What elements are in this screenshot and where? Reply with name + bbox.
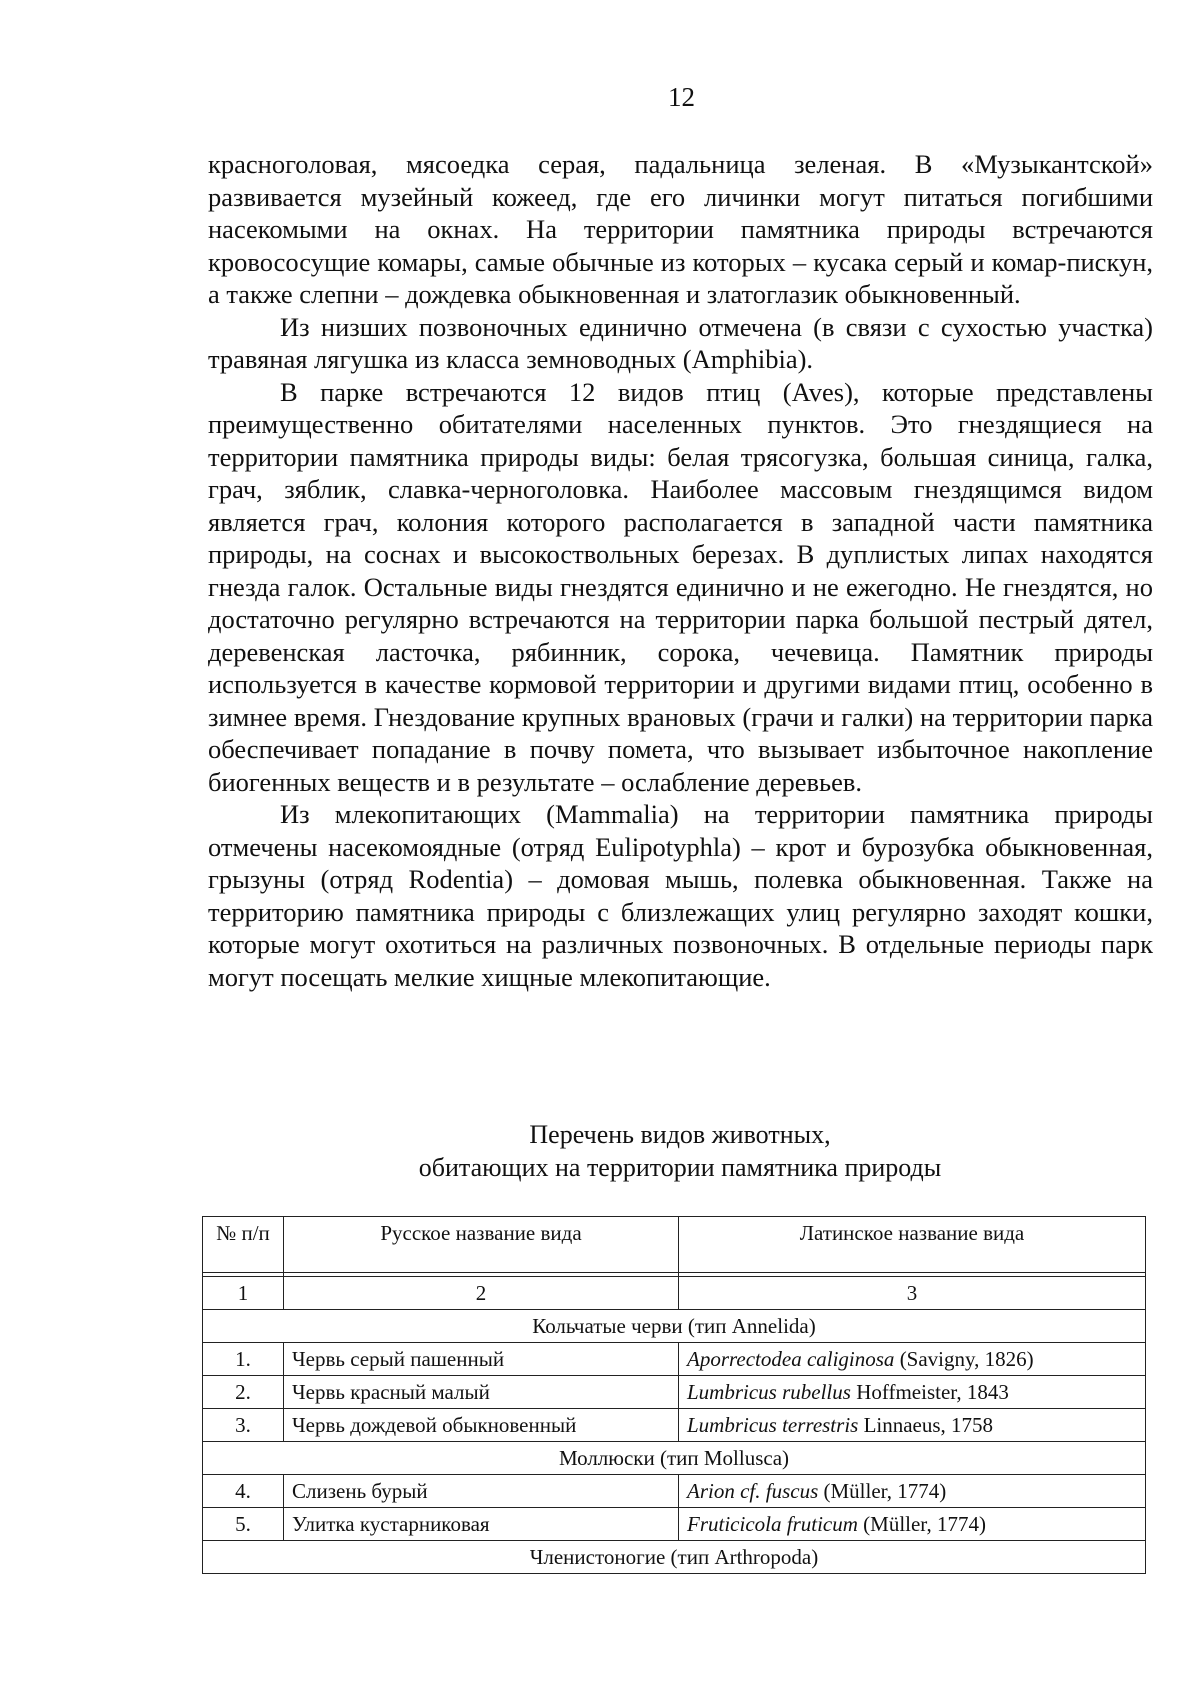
- row-number: 5.: [203, 1508, 284, 1541]
- column-number-row: [203, 1277, 1146, 1310]
- latin-name-cell: [679, 1343, 1146, 1376]
- russian-name: Червь красный малый: [284, 1376, 679, 1409]
- paragraph: Из низших позвоночных единично отмечена (в связи с сухостью участка) травяная лягушка из класса земноводных (Amphibia).: [208, 311, 1153, 374]
- table-title-line: обитающих на территории памятника природы: [418, 1153, 942, 1182]
- latin-name-cell: [679, 1376, 1146, 1409]
- latin-name: Fruticicola fruticum: [687, 1512, 858, 1536]
- table-row: [203, 1475, 1146, 1508]
- column-number: 2: [284, 1277, 679, 1310]
- row-number: 3.: [203, 1409, 284, 1442]
- table-row: [203, 1508, 1146, 1541]
- table-row: [203, 1376, 1146, 1409]
- paragraph: красноголовая, мясоедка серая, падальница зеленая. В «Музыкантской» развивается музейный кожеед, где его личинки могут питаться погибшими насекомыми на окнах. На территории памятника природы встречаются кровососущие комары, самые обычные из которых – кусака серый и комар-пискун, а также слепни – дождевка обыкновенная и златоглазик обыкновенный.: [208, 149, 1153, 309]
- header-number: № п/п: [203, 1217, 284, 1273]
- page-number: 12: [668, 82, 695, 112]
- russian-name: Улитка кустарниковая: [284, 1508, 679, 1541]
- latin-name-cell: [679, 1475, 1146, 1508]
- taxon-author: Hoffmeister, 1843: [850, 1380, 1009, 1404]
- row-number: 2.: [203, 1376, 284, 1409]
- russian-name: Слизень бурый: [284, 1475, 679, 1508]
- taxon-author: (Müller, 1774): [818, 1479, 947, 1503]
- taxon-author: (Müller, 1774): [857, 1512, 986, 1536]
- body-text: [208, 148, 1153, 993]
- header-latin-name: Латинское название вида: [679, 1217, 1146, 1273]
- latin-name-cell: [679, 1409, 1146, 1442]
- taxon-author: (Savigny, 1826): [894, 1347, 1034, 1371]
- latin-name: Lumbricus terrestris: [687, 1413, 859, 1437]
- group-row-arthropoda: [203, 1541, 1146, 1574]
- latin-name: Arion cf. fuscus: [687, 1479, 819, 1503]
- latin-name: Lumbricus rubellus: [687, 1380, 851, 1404]
- group-title: Моллюски (тип Mollusca): [203, 1442, 1146, 1475]
- latin-name-cell: [679, 1508, 1146, 1541]
- row-number: 4.: [203, 1475, 284, 1508]
- group-row-mollusca: [203, 1442, 1146, 1475]
- table-row: [203, 1409, 1146, 1442]
- paragraph: В парке встречаются 12 видов птиц (Aves), которые представлены преимущественно обитателями населенных пунктов. Это гнездящиеся на территории памятника природы виды: белая трясогузка, большая синица, галка, грач, зяблик, славка-черноголовка. Наиболее массовым гнездящимся видом является грач, колония которого располагается в западной части памятника природы, на соснах и высокоствольных березах. В дуплистых липах находятся гнезда галок. Остальные виды гнездятся единично и не ежегодно. Не гнездятся, но достаточно регулярно встречаются на территории парка большой пестрый дятел, деревенская ласточка, рябинник, сорока, чечевица. Памятник природы используется в качестве кормовой территории и другими видами птиц, особенно в зимнее время. Гнездование крупных врановых (грачи и галки) на территории парка обеспечивает попадание в почву помета, что вызывает избыточное накопление биогенных веществ и в результате – ослабление деревьев.: [208, 376, 1153, 797]
- header-russian-name: Русское название вида: [284, 1217, 679, 1273]
- group-title: Кольчатые черви (тип Annelida): [203, 1310, 1146, 1343]
- table-header-row: [203, 1217, 1146, 1273]
- column-number: 1: [203, 1277, 284, 1310]
- russian-name: Червь дождевой обыкновенный: [284, 1409, 679, 1442]
- species-table: [202, 1216, 1146, 1574]
- taxon-author: Linnaeus, 1758: [858, 1413, 994, 1437]
- row-number: 1.: [203, 1343, 284, 1376]
- table-title: [200, 1118, 1160, 1184]
- table-title-line: Перечень видов животных,: [529, 1120, 831, 1149]
- latin-name: Aporrectodea caliginosa: [687, 1347, 895, 1371]
- group-row-annelida: [203, 1310, 1146, 1343]
- column-number: 3: [679, 1277, 1146, 1310]
- russian-name: Червь серый пашенный: [284, 1343, 679, 1376]
- paragraph: Из млекопитающих (Mammalia) на территории памятника природы отмечены насекомоядные (отряд Eulipotyphla) – крот и бурозубка обыкновенная, грызуны (отряд Rodentia) – домовая мышь, полевка обыкновенная. Также на территорию памятника природы с близлежащих улиц регулярно заходят кошки, которые могут охотиться на различных позвоночных. В отдельные периоды парк могут посещать мелкие хищные млекопитающие.: [208, 799, 1153, 992]
- table-row: [203, 1343, 1146, 1376]
- group-title: Членистоногие (тип Arthropoda): [203, 1541, 1146, 1574]
